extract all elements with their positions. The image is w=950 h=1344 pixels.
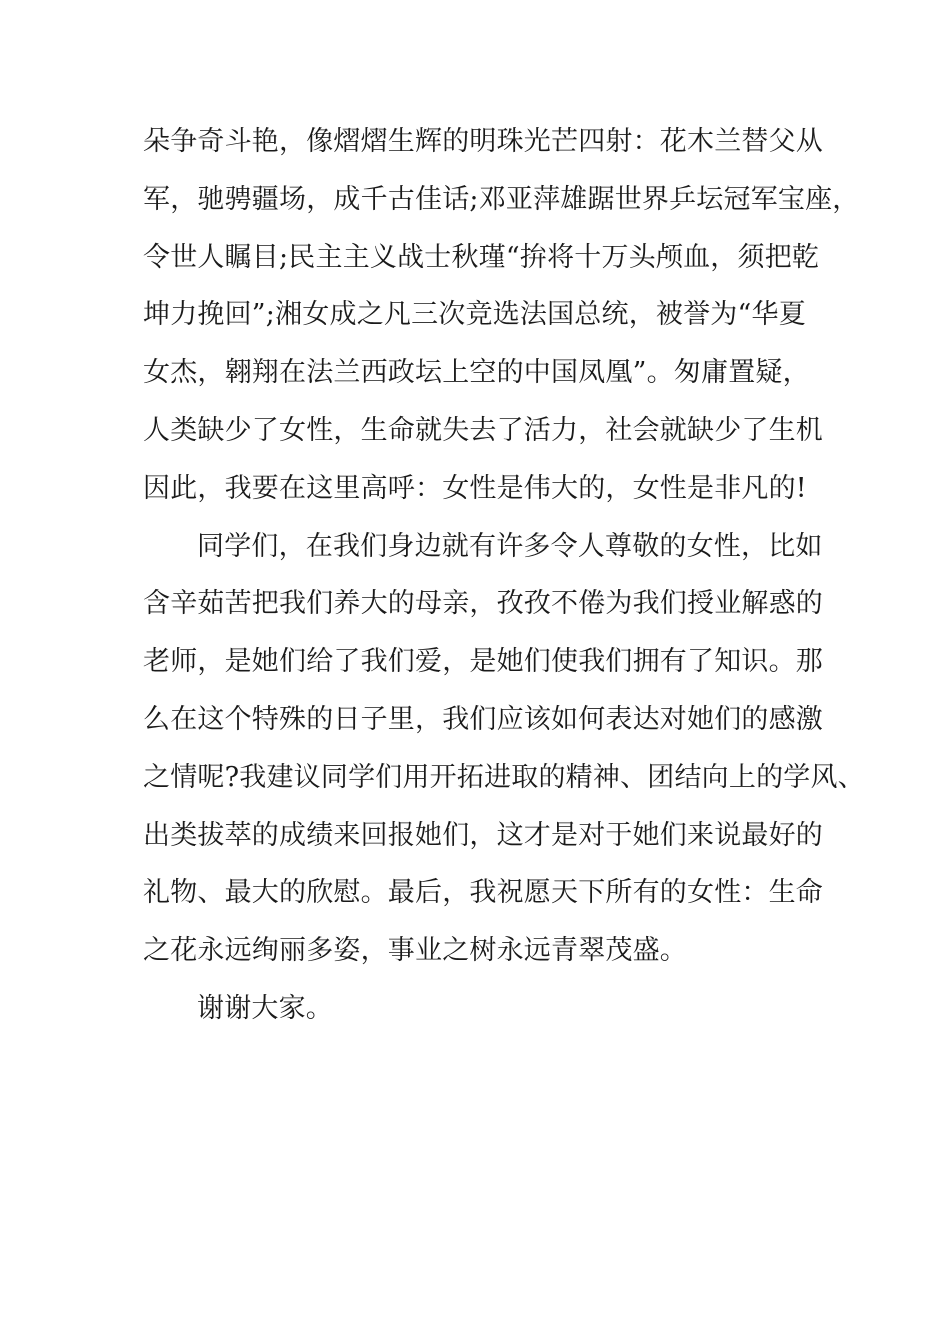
text-line: 坤力挽回”;湘女成之凡三次竞选法国总统，被誉为“华夏: [143, 299, 806, 331]
closing-line: 谢谢大家。: [197, 992, 333, 1024]
text-line: 礼物、最大的欣慰。最后，我祝愿天下所有的女性：生命: [143, 877, 823, 909]
text-line: 朵争奇斗艳，像熠熠生辉的明珠光芒四射：花木兰替父从: [143, 126, 823, 157]
text-line: 因此，我要在这里高呼：女性是伟大的，女性是非凡的!: [143, 472, 807, 504]
text-line: 军，驰骋疆场，成千古佳话;邓亚萍雄踞世界乒坛冠军宝座，: [143, 183, 860, 215]
document-body: [143, 118, 865, 1043]
text-line: 老师，是她们给了我们爱，是她们使我们拥有了知识。那: [143, 646, 823, 678]
text-line: 令世人瞩目;民主主义战士秋瑾“拚将十万头颅血，须把乾: [143, 241, 820, 273]
text-line: 出类拔萃的成绩来回报她们，这才是对于她们来说最好的: [143, 819, 823, 851]
paragraph-start-line: 同学们，在我们身边就有许多令人尊敬的女性，比如: [197, 530, 823, 562]
text-line: 之花永远绚丽多姿，事业之树永远青翠茂盛。: [143, 935, 687, 967]
text-line: 么在这个特殊的日子里，我们应该如何表达对她们的感激: [143, 703, 823, 735]
text-line: 人类缺少了女性，生命就失去了活力，社会就缺少了生机: [143, 414, 823, 446]
text-line: 女杰，翱翔在法兰西政坛上空的中国凤凰”。匆庸置疑，: [143, 357, 810, 389]
text-line: 含辛茹苦把我们养大的母亲，孜孜不倦为我们授业解惑的: [143, 588, 823, 620]
text-line: 之情呢?我建议同学们用开拓进取的精神、团结向上的学风、: [143, 761, 865, 793]
